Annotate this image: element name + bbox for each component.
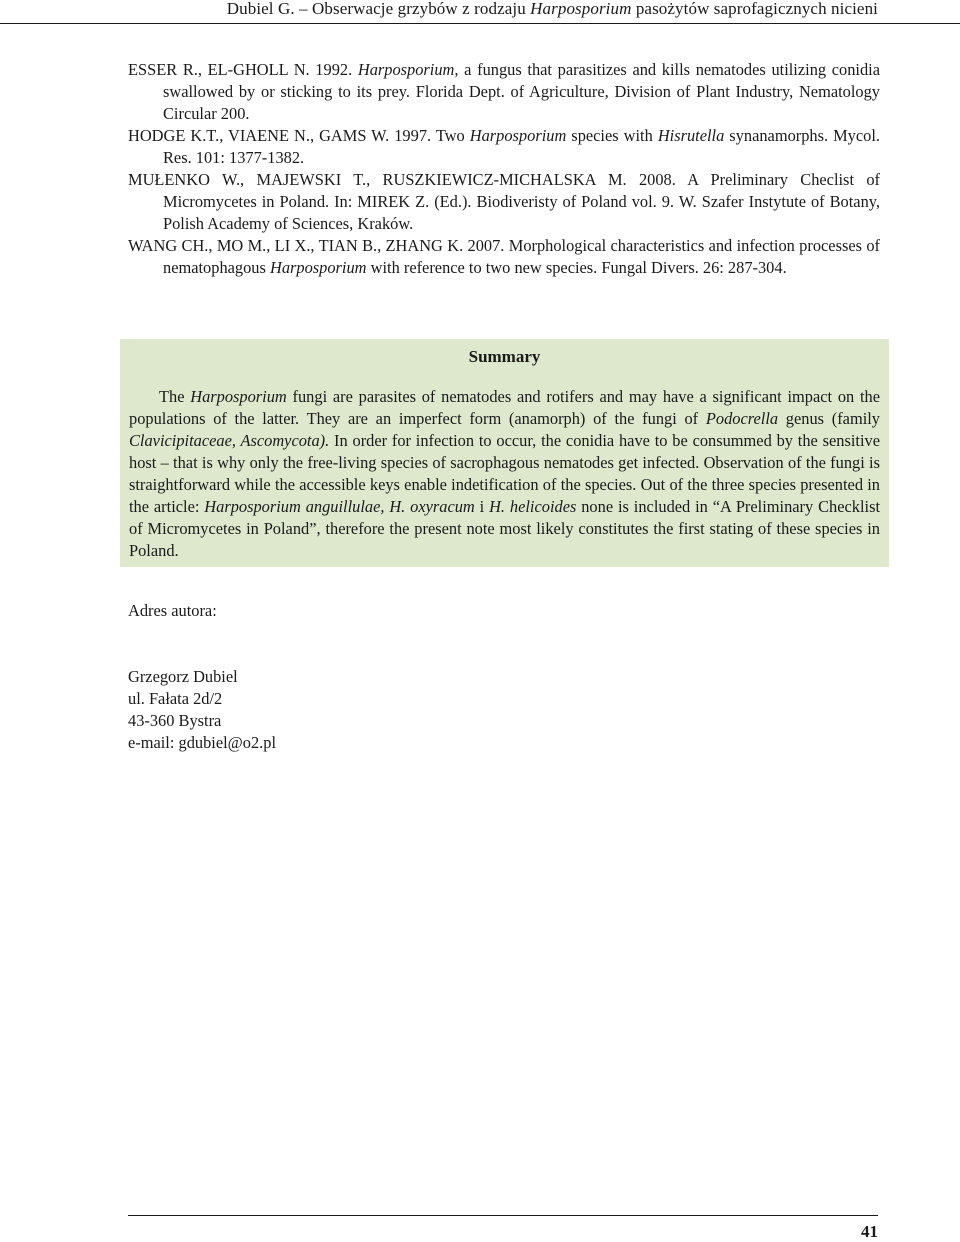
references-list [128,59,880,279]
header-suffix: pasożytów saprofagicznych nicieni [631,0,878,18]
ref-text: HODGE K.T., VIAENE N., GAMS W. 1997. Two [128,126,470,145]
ref-italic: Harposporium [469,126,567,145]
summary-span: genus (family [778,409,880,428]
summary-italic: Podocrella [705,409,779,428]
summary-span: none is included in “A Preliminary Checklist of Micromycetes in Poland”, therefore the present note most likely constitutes the first stating of these species in Poland. [129,497,880,560]
reference-hodge [128,125,880,169]
reference-mulenko [128,169,880,235]
author-street: ul. Fałata 2d/2 [128,689,223,708]
summary-span: i [474,497,490,516]
header-rule [0,23,960,24]
summary-italic: Harposporium anguillulae, H. oxyracum [204,497,475,516]
header-italic: Harposporium [530,0,632,18]
header-prefix: Dubiel G. – Obserwacje grzybów z rodzaju [226,0,531,18]
running-header-text [0,0,878,17]
spacer [128,622,276,644]
summary-title: Summary [468,347,541,366]
author-city: 43-360 Bystra [128,711,222,730]
author-heading: Adres autora: [128,601,217,620]
ref-text: , a fungus that parasitizes and kills nematodes utilizing conidia swallowed by or sticking to its prey. Florida Dept. of Agriculture, Division of Plant Industry, Nematology Circular 200. [163,60,880,123]
ref-text: synanamorphs. Mycol. Res. 101: 1377-1382. [163,126,881,167]
reference-esser [128,59,880,125]
summary-italic: H. helicoides [489,497,577,516]
footer-rule [128,1215,878,1216]
page-number: 41 [861,1222,878,1241]
ref-italic: Hisrutella [657,126,725,145]
running-header [0,0,960,22]
summary-span: In order for infection to occur, the conidia have to be consummed by the sensitive host – that is why only the free-living species of sacrophagous nematodes get infected. Observation of the fungi is straightforward while the accessible keys enable indetification of the species. Out of the three species presented in the article: [129,431,880,516]
ref-text: WANG CH., MO M., LI X., TIAN B., ZHANG K. 2007. Morphological characteristics and infection processes of nematophagous [128,236,880,277]
ref-text: with reference to two new species. Fungal Divers. 26: 287-304. [366,258,787,277]
summary-text [129,386,880,562]
summary-italic: Harposporium [190,387,287,406]
author-name: Grzegorz Dubiel [128,667,238,686]
spacer [128,644,276,666]
summary-italic: Clavicipitaceae, Ascomycota). [129,431,330,450]
ref-text: ESSER R., EL-GHOLL N. 1992. [128,60,358,79]
author-email: e-mail: gdubiel@o2.pl [128,733,277,752]
ref-text: species with [566,126,658,145]
ref-italic: Harposporium [269,258,367,277]
summary-box [120,339,889,567]
reference-wang [128,235,880,279]
summary-span: fungi are parasites of nematodes and rotifers and may have a significant impact on the populations of the latter. They are an imperfect form (anamorph) of the fungi of [129,387,880,428]
ref-italic: Harposporium [357,60,455,79]
ref-text: MUŁENKO W., MAJEWSKI T., RUSZKIEWICZ-MICHALSKA M. 2008. A Preliminary Checlist of Micromycetes in Poland. In: MIREK Z. (Ed.). Biodiveristy of Poland vol. 9. W. Szafer Instytute of Botany, Polish Academy of Sciences, Kraków. [128,170,880,233]
summary-span: The [159,387,191,406]
author-address [128,600,276,754]
